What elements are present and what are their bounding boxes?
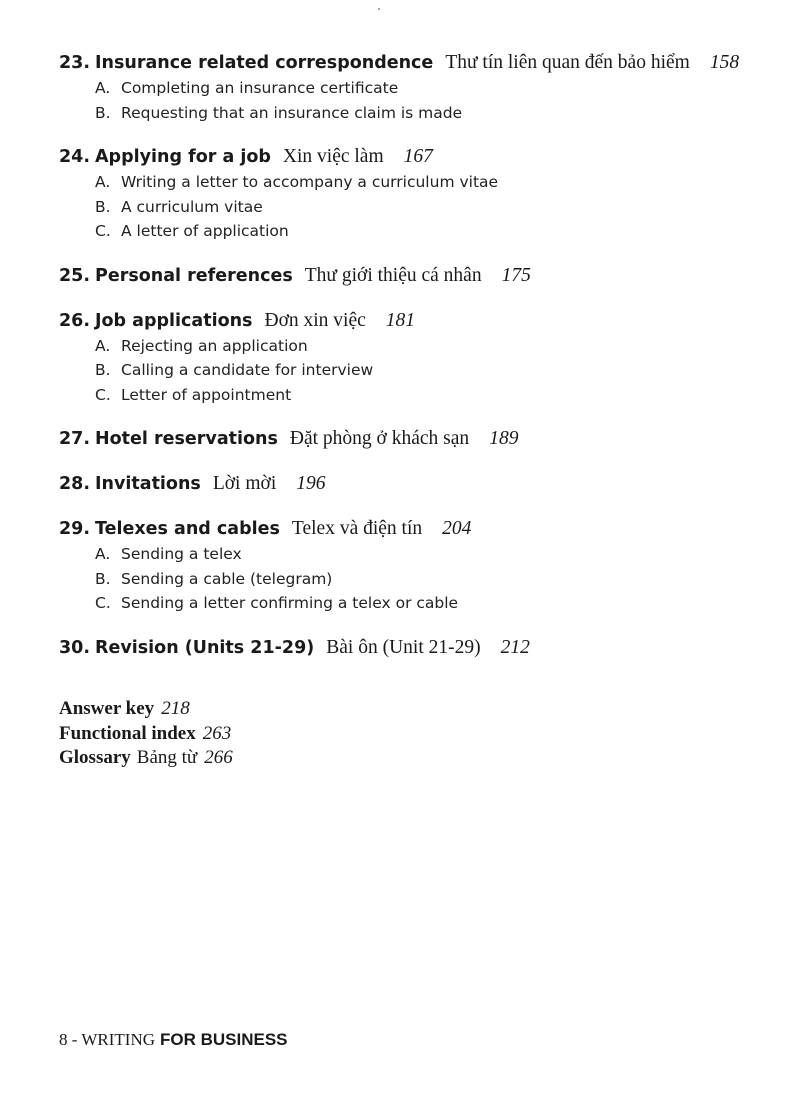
unit-page-number: 189 — [489, 428, 519, 449]
subsection-title: Calling a candidate for interview — [121, 361, 374, 379]
unit-title-vietnamese: Thư giới thiệu cá nhân — [304, 264, 482, 286]
unit-number: 30. — [59, 637, 91, 658]
unit-number: 28. — [59, 474, 91, 494]
subsection-item — [95, 567, 779, 592]
unit-page-number: 175 — [501, 264, 531, 286]
unit-title: Insurance related correspondence — [95, 53, 434, 73]
unit-title: Telexes and cables — [95, 519, 280, 539]
unit-number: 26. — [59, 310, 91, 331]
unit-title: Revision (Units 21-29) — [95, 637, 315, 658]
unit-page-number: 204 — [442, 518, 472, 539]
unit-number: 29. — [59, 519, 91, 539]
subsection-letter: B. — [95, 103, 111, 122]
subsection-letter: B. — [95, 361, 111, 379]
subsection-title: Sending a telex — [121, 545, 242, 563]
unit-number: 27. — [59, 429, 91, 449]
unit-heading — [59, 263, 779, 289]
unit-title-vietnamese: Bài ôn (Unit 21-29) — [326, 636, 481, 658]
unit-number: 25. — [59, 265, 91, 286]
unit-heading — [59, 635, 779, 661]
back-matter-label: Glossary — [59, 747, 131, 768]
back-matter-label: Functional index — [59, 722, 196, 744]
back-matter-list — [59, 697, 233, 771]
back-matter-page-number: 263 — [202, 722, 232, 744]
subsection-title: Sending a letter confirming a telex or cable — [121, 594, 459, 612]
unit-number: 24. — [59, 147, 91, 167]
subsection-item — [95, 591, 779, 616]
unit-title: Personal references — [95, 265, 293, 286]
subsection-letter: B. — [95, 569, 111, 588]
subsection-letter: A. — [95, 173, 111, 191]
unit-title: Hotel reservations — [95, 429, 278, 449]
subsection-letter: A. — [95, 336, 111, 355]
unit-number: 23. — [59, 53, 91, 73]
back-matter-label: Answer key — [59, 698, 155, 719]
units-list — [59, 50, 779, 680]
unit-heading — [59, 50, 779, 76]
unit-title-vietnamese: Đơn xin việc — [264, 309, 366, 331]
subsection-item — [95, 76, 779, 101]
unit-entry — [59, 635, 779, 661]
unit-entry — [59, 308, 779, 408]
unit-entry — [59, 263, 779, 289]
subsection-title: Rejecting an application — [121, 336, 308, 355]
unit-title-vietnamese: Telex và điện tín — [291, 518, 423, 539]
back-matter-page-number: 218 — [161, 698, 190, 719]
unit-entry — [59, 426, 779, 452]
unit-page-number: 167 — [403, 146, 433, 167]
unit-page-number: 158 — [709, 52, 740, 73]
unit-entry — [59, 144, 779, 244]
subsection-title: A curriculum vitae — [121, 197, 263, 216]
subsection-item — [95, 383, 779, 408]
subsection-title: A letter of application — [121, 222, 289, 240]
back-matter-item — [59, 697, 233, 722]
subsection-letter: C. — [95, 385, 111, 404]
subsection-item — [95, 334, 779, 359]
unit-heading — [59, 516, 779, 542]
unit-heading — [59, 144, 779, 170]
unit-title: Invitations — [95, 474, 201, 494]
subsection-letter: B. — [95, 197, 111, 216]
subsection-item — [95, 101, 779, 126]
unit-page-number: 181 — [385, 309, 416, 331]
unit-title: Job applications — [95, 310, 253, 331]
subsection-title: Letter of appointment — [121, 385, 292, 404]
unit-title-vietnamese: Đặt phòng ở khách sạn — [289, 428, 470, 449]
back-matter-vietnamese: Bảng từ — [136, 747, 198, 768]
subsection-title: Completing an insurance certificate — [121, 79, 399, 97]
footer-book-title: FOR BUSINESS — [160, 1030, 288, 1049]
unit-title-vietnamese: Xin việc làm — [282, 146, 384, 167]
unit-page-number: 196 — [296, 473, 326, 494]
back-matter-item — [59, 746, 233, 771]
subsection-title: Requesting that an insurance claim is made — [121, 103, 463, 122]
footer-page-label: 8 - WRITING — [59, 1030, 155, 1049]
subsection-letter: A. — [95, 79, 111, 97]
unit-entry — [59, 50, 779, 125]
page-footer — [59, 1030, 288, 1050]
subsection-item — [95, 358, 779, 383]
unit-page-number: 212 — [500, 636, 530, 658]
back-matter-page-number: 266 — [204, 747, 233, 768]
subsection-letter: A. — [95, 545, 111, 563]
subsection-title: Writing a letter to accompany a curriculum vitae — [121, 173, 499, 191]
unit-heading — [59, 308, 779, 334]
unit-title-vietnamese: Lời mời — [212, 473, 277, 494]
subsection-letter: C. — [95, 222, 111, 240]
subsection-title: Sending a cable (telegram) — [121, 569, 333, 588]
back-matter-item — [59, 722, 233, 747]
unit-heading — [59, 426, 779, 452]
unit-entry — [59, 471, 779, 497]
subsection-letter: C. — [95, 594, 111, 612]
subsection-item — [95, 195, 779, 220]
unit-title: Applying for a job — [95, 147, 271, 167]
subsection-item — [95, 170, 779, 195]
unit-title-vietnamese: Thư tín liên quan đến bảo hiểm — [445, 52, 690, 73]
subsection-item — [95, 542, 779, 567]
subsection-item — [95, 219, 779, 244]
unit-heading — [59, 471, 779, 497]
scan-speck — [378, 8, 380, 10]
unit-entry — [59, 516, 779, 616]
